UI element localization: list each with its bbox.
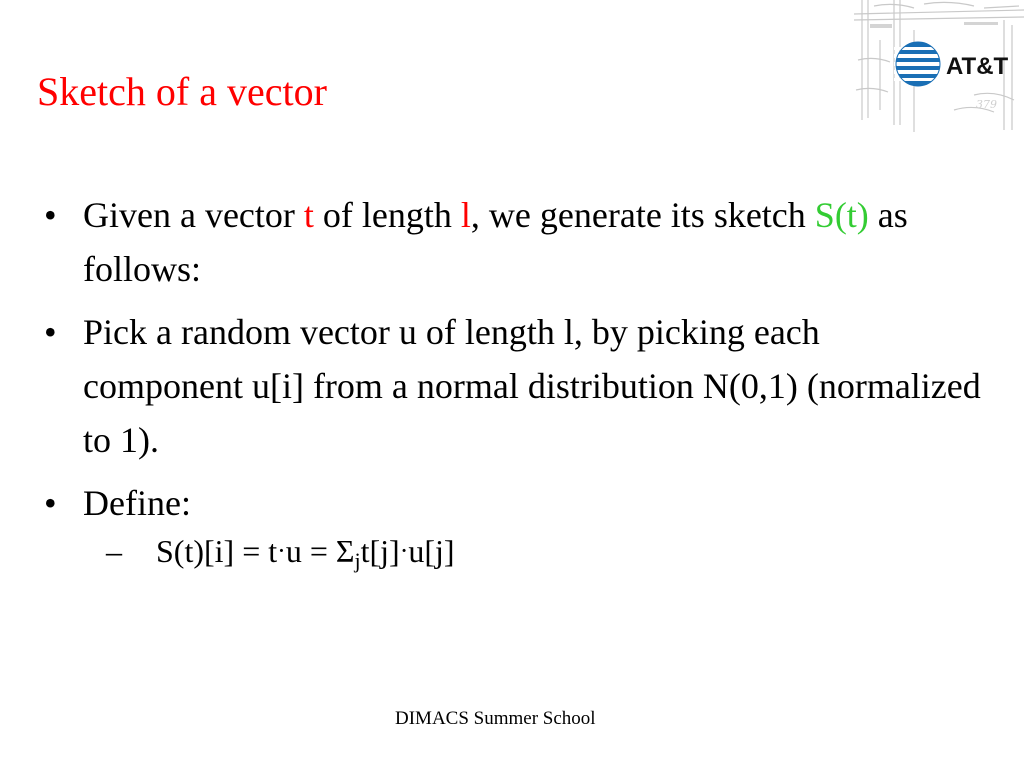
dot-operator: ·	[399, 536, 409, 565]
bullet-marker: •	[44, 312, 57, 352]
sub-bullet-marker: –	[106, 533, 122, 569]
att-logo-text: AT&T	[946, 53, 1009, 80]
bullet-marker: •	[44, 483, 57, 523]
slide-footer: DIMACS Summer School	[395, 708, 596, 729]
formula-lhs: S(t)[i] = t	[156, 533, 278, 569]
vector-t-highlight: t	[303, 195, 314, 235]
bullet-list	[44, 188, 984, 575]
sketch-st-highlight: S(t)	[814, 195, 869, 235]
bullet-text: of length	[313, 195, 461, 235]
att-logo	[894, 36, 1018, 92]
sub-bullet-formula	[106, 527, 984, 575]
sum-subscript: j	[354, 548, 361, 573]
bullet-item-random-vector	[44, 305, 984, 467]
bullet-text: , we generate its sketch	[470, 195, 815, 235]
formula-mid: u = Σ	[285, 533, 355, 569]
slide-title: Sketch of a vector	[37, 69, 327, 114]
bullet-text: Given a vector	[83, 195, 304, 235]
att-globe-icon	[894, 42, 942, 86]
formula-rhs: u[j]	[408, 533, 455, 569]
bullet-item-sketch-definition	[44, 188, 984, 296]
svg-text:379: 379	[976, 98, 997, 111]
dot-operator: ·	[277, 536, 286, 565]
length-l-highlight: l	[460, 195, 471, 235]
bullet-item-define	[44, 476, 984, 530]
bullet-text: Define:	[83, 483, 191, 523]
bullet-text: Pick a random vector u of length l, by picking each component u[i] from a normal distribution N(0,1) (normalized to 1).	[83, 312, 981, 460]
bullet-marker: •	[44, 195, 57, 235]
bullet-text: as follows:	[83, 195, 908, 289]
formula-rhs: t[j]	[360, 533, 400, 569]
